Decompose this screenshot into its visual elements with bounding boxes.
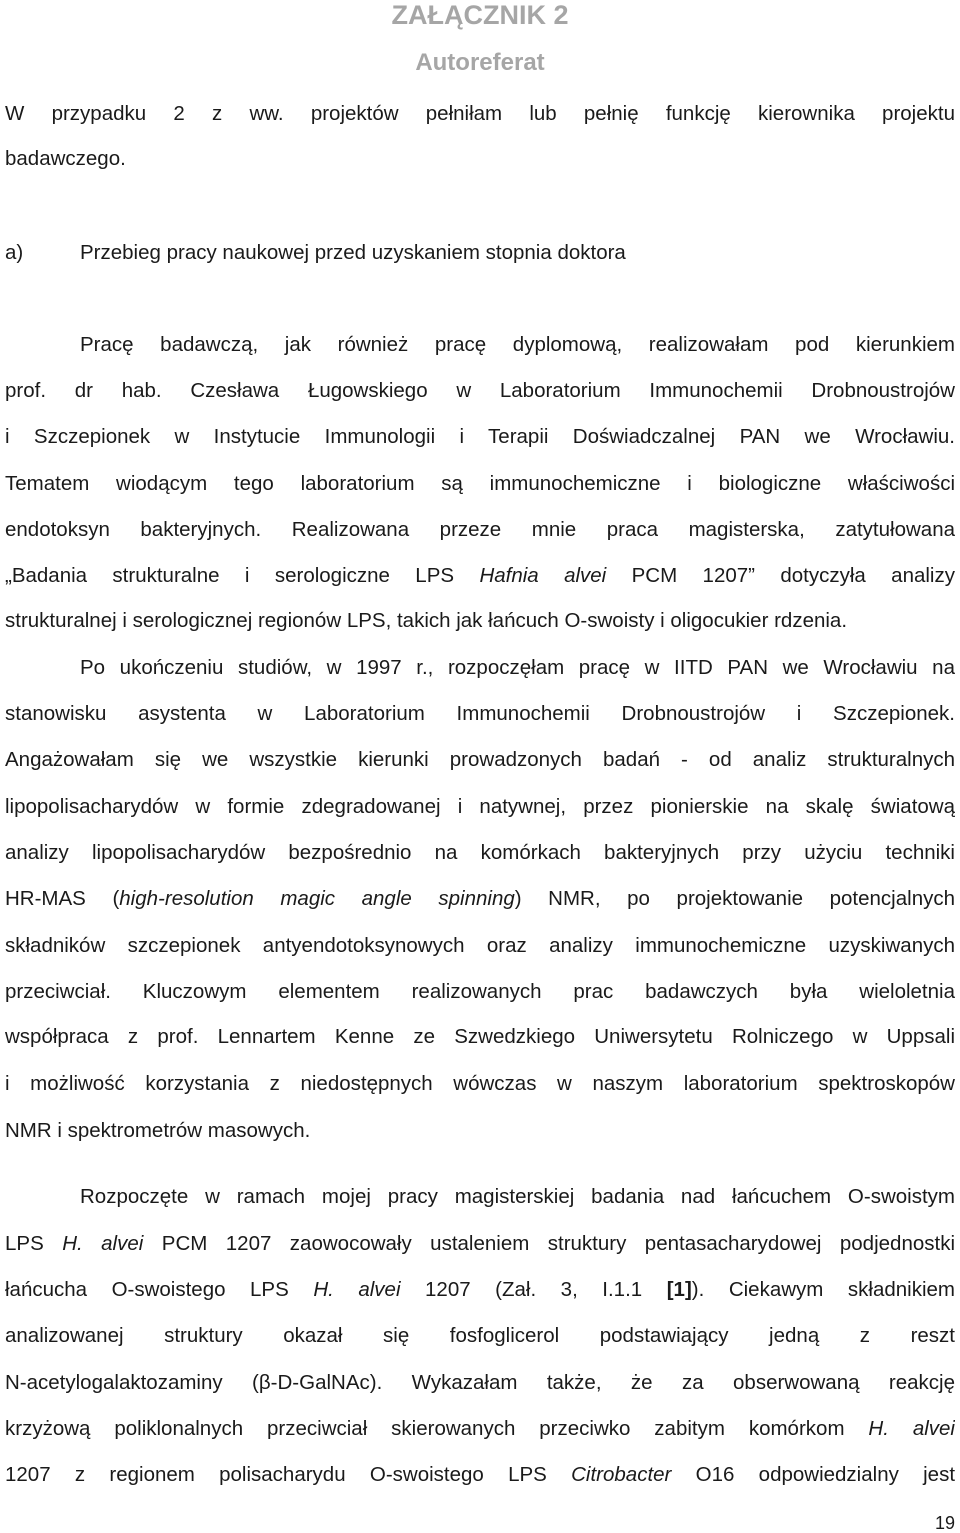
paragraph-line: Pracę badawczą, jak również pracę dyplomową, realizowałam pod kierunkiem	[80, 333, 955, 356]
paragraph-line: Angażowałam się we wszystkie kierunki prowadzonych badań - od analiz strukturalnych	[5, 748, 955, 771]
paragraph-line: prof. dr hab. Czesława Ługowskiego w Laboratorium Immunochemii Drobnoustrojów	[5, 379, 955, 402]
paragraph-line: N-acetylogalaktozaminy (β-D-GalNAc). Wykazałam także, że za obserwowaną reakcję	[5, 1371, 955, 1394]
intro-line: W przypadku 2 z ww. projektów pełniłam lub pełnię funkcję kierownika projektu	[5, 102, 955, 125]
intro-line: badawczego.	[5, 147, 126, 170]
paragraph-line: endotoksyn bakteryjnych. Realizowana przeze mnie praca magisterska, zatytułowana	[5, 518, 955, 541]
paragraph-line: lipopolisacharydów w formie zdegradowanej i natywnej, przez pionierskie na skalę światową	[5, 795, 955, 818]
paragraph-line: i możliwość korzystania z niedostępnych wówczas w naszym laboratorium spektroskopów	[5, 1072, 955, 1095]
paragraph-line: LPS H. alvei PCM 1207 zaowocowały ustaleniem struktury pentasacharydowej podjednostki	[5, 1232, 955, 1255]
paragraph-line: składników szczepionek antyendotoksynowych oraz analizy immunochemiczne uzyskiwanych	[5, 934, 955, 957]
paragraph-line: Tematem wiodącym tego laboratorium są immunochemiczne i biologiczne właściwości	[5, 472, 955, 495]
page-number: 19	[934, 1513, 955, 1533]
paragraph-line: 1207 z regionem polisacharydu O-swoistego LPS Citrobacter O16 odpowiedzialny jest	[5, 1463, 955, 1486]
section-heading	[5, 239, 955, 267]
paragraph-line: przeciwciał. Kluczowym elementem realizowanych prac badawczych była wieloletnia	[5, 980, 955, 1003]
paragraph-line: analizowanej struktury okazał się fosfoglicerol podstawiający jedną z reszt	[5, 1324, 955, 1347]
paragraph-line: analizy lipopolisacharydów bezpośrednio na komórkach bakteryjnych przy użyciu techniki	[5, 841, 955, 864]
paragraph-line: strukturalnej i serologicznej regionów LPS, takich jak łańcuch O-swoisty i oligocukier rdzenia.	[5, 609, 848, 632]
paragraph-line: współpraca z prof. Lennartem Kenne ze Szwedzkiego Uniwersytetu Rolniczego w Uppsali	[5, 1025, 955, 1048]
paragraph-line: Rozpoczęte w ramach mojej pracy magisterskiej badania nad łańcuchem O-swoistym	[80, 1185, 955, 1208]
paragraph-line: HR-MAS (high-resolution magic angle spinning) NMR, po projektowanie potencjalnych	[5, 887, 955, 910]
paragraph-line: stanowisku asystenta w Laboratorium Immunochemii Drobnoustrojów i Szczepionek.	[5, 702, 955, 725]
header-subtitle: Autoreferat	[415, 49, 545, 76]
paragraph-line: Po ukończeniu studiów, w 1997 r., rozpoczęłam pracę w IITD PAN we Wrocławiu na	[80, 656, 955, 679]
paragraph-line: łańcucha O-swoistego LPS H. alvei 1207 (Zał. 3, I.1.1 [1]). Ciekawym składnikiem	[5, 1278, 955, 1301]
citation-reference: [1]	[666, 1278, 692, 1301]
paragraph-line: NMR i spektrometrów masowych.	[5, 1119, 311, 1142]
section-marker: a)	[5, 241, 24, 264]
paragraph-line: „Badania strukturalne i serologiczne LPS Hafnia alvei PCM 1207” dotyczyła analizy	[5, 564, 955, 587]
header-title: ZAŁĄCZNIK 2	[391, 0, 569, 30]
paragraph-line: i Szczepionek w Instytucie Immunologii i Terapii Doświadczalnej PAN we Wrocławiu.	[5, 425, 955, 448]
section-title: Przebieg pracy naukowej przed uzyskaniem stopnia doktora	[80, 241, 626, 264]
paragraph-line: krzyżową poliklonalnych przeciwciał skierowanych przeciwko zabitym komórkom H. alvei	[5, 1417, 955, 1440]
